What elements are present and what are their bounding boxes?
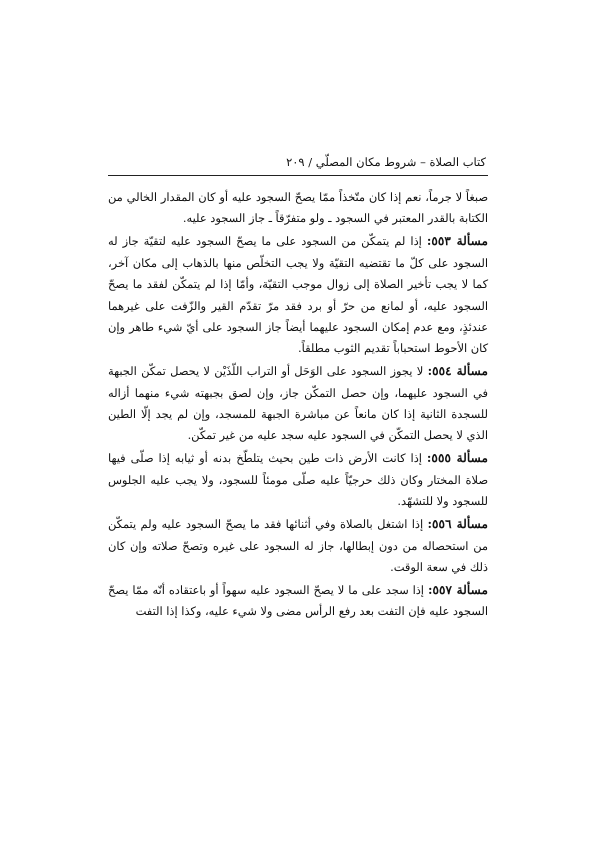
paragraph-issue-555 [108,448,488,512]
paragraph-issue-553 [108,231,488,359]
issue-heading: مسألة ٥٥٧: [427,582,489,597]
paragraph-issue-554 [108,361,488,447]
paragraph-text: إذا سجد على ما لا يصحّ السجود عليه سهواً أو باعتقاده أنّه ممّا يصحّ السجود عليه فإن التفت بعد رفع الرأس مضى ولا شيء عليه، وكذا إذا التفت [108,582,488,619]
issue-heading: مسألة ٥٥٦: [427,517,488,532]
header-divider [108,175,488,176]
paragraph-text: لا يجوز السجود على الوَحَل أو التراب اللّذَيْن لا يحصل تمكّن الجبهة في السجود عليهما، وإن حصل التمكّن جاز، وإن لصق بجبهته شيء منهما أزاله للسجدة الثانية إذا كان مانعاً عن مباشرة الجبهة للمسجد، وإن لم يجد إلّا الطين الذي لا يحصل التمكّن في السجود عليه سجد عليه من غير تمكّن. [108,364,488,443]
paragraph-issue-556 [108,514,488,578]
issue-heading: مسألة ٥٥٣: [426,234,488,249]
paragraph-text: إذا اشتغل بالصلاة وفي أثنائها فقد ما يصحّ السجود عليه ولم يتمكّن من استحصاله من دون إبطالها، جاز له السجود على غيره وتصحّ صلاته وإن كان ذلك في سعة الوقت. [108,517,488,574]
issue-heading: مسألة ٥٥٥: [426,451,488,466]
paragraph-text: إذا لم يتمكّن من السجود على ما يصحّ السجود عليه لتقيّة جاز له السجود على كلّ ما تقتضيه التقيّة ولا يجب التخلّص منها بالذهاب إلى مكان آخر، كما لا يجب تأخير الصلاة إلى زوال موجب التقيّة، وأمّا إذا لم يتمكّن لفقد ما يصحّ السجود عليه، أو لمانع من حرّ أو برد فقد مرّ تقدّم القير والزّفت على غيرهما عندئذٍ، ومع عدم إمكان السجود عليهما أيضاً جاز السجود على أيّ شيء طاهر وإن كان الأحوط استحباباً تقديم الثوب مطلقاً. [108,234,488,356]
paragraph-text: إذا كانت الأرض ذات طين بحيث يتلطّخ بدنه أو ثيابه إذا صلّى فيها صلاة المختار وكان ذلك حرجيّاً عليه صلّى مومئاً للسجود، ولا يجب عليه الجلوس للسجود ولا للتشهّد. [108,451,488,509]
paragraph-issue-557 [108,580,488,623]
paragraph-continuation [108,187,488,230]
page-body [108,187,488,624]
issue-heading: مسألة ٥٥٤: [427,364,488,379]
paragraph-text: صبغاً لا جرماً، نعم إذا كان متّخذاً ممّا يصحّ السجود عليه أو كان المقدار الخالي من الكتابة بالقدر المعتبر في السجود ـ ولو متفرّقاً ـ جاز السجود عليه. [108,190,488,226]
running-header: كتاب الصلاة – شروط مكان المصلّي / ٢٠٩ [286,155,486,169]
